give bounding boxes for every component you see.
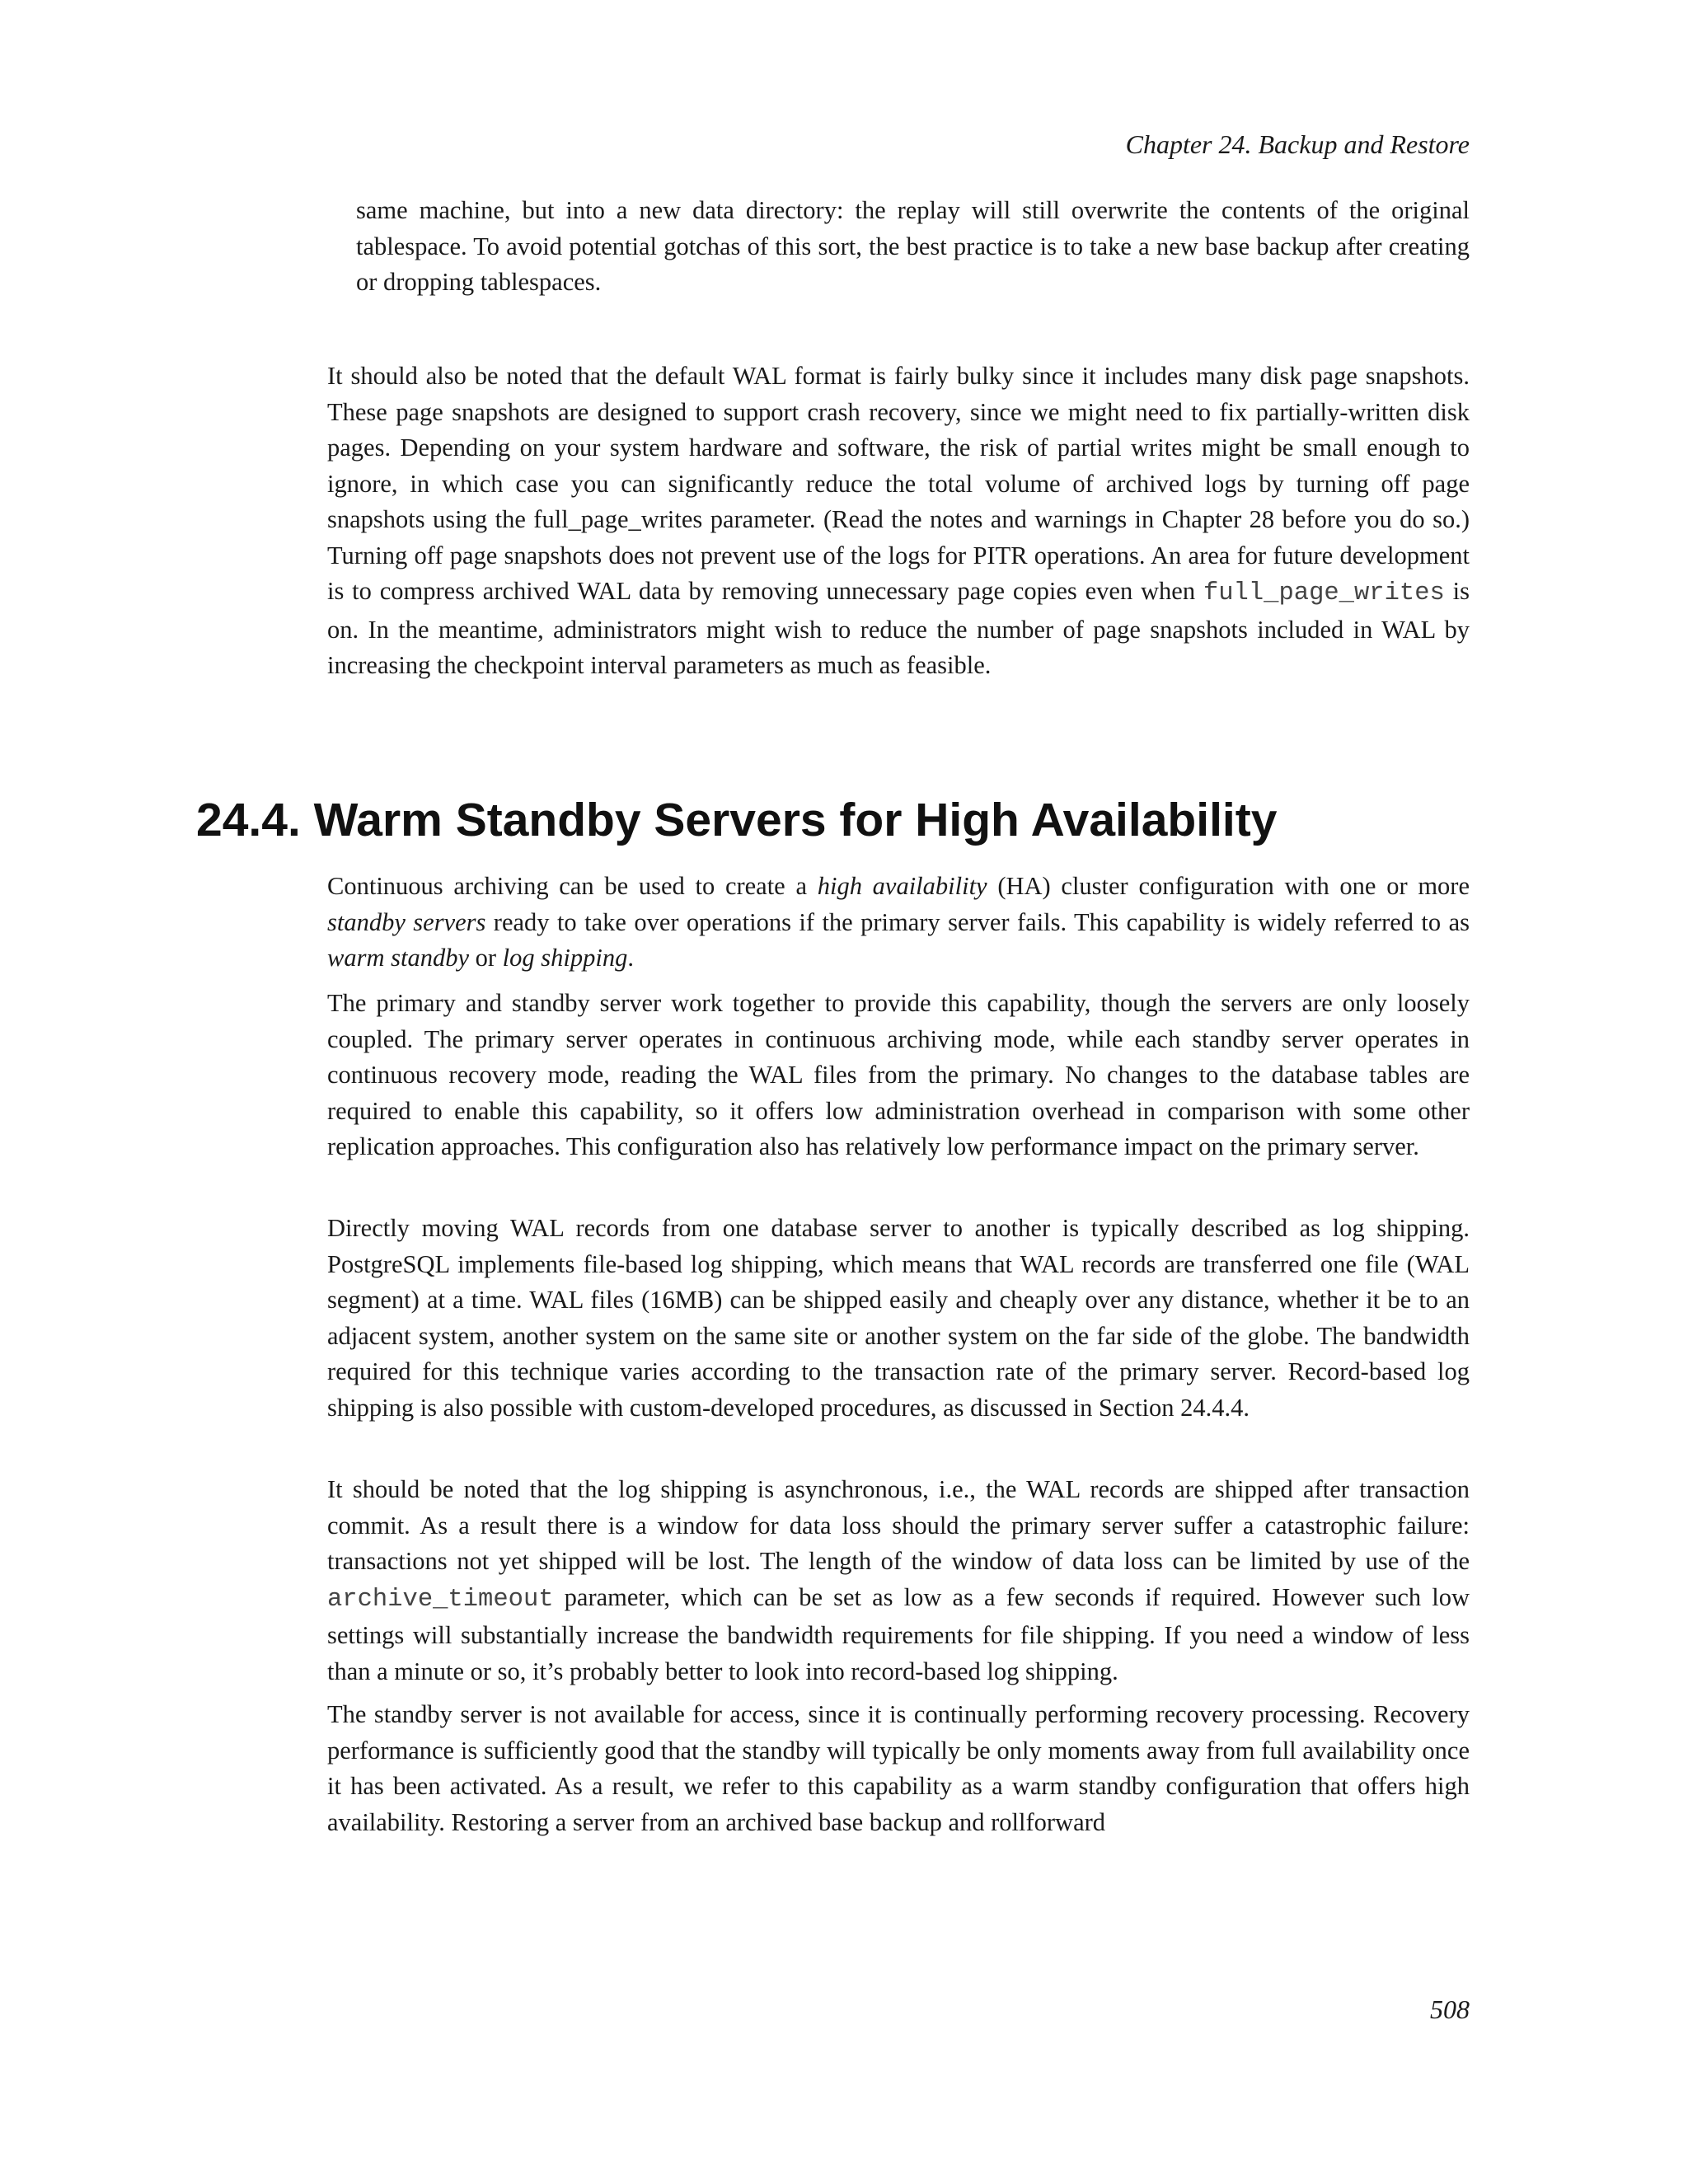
paragraph-text: ready to take over operations if the primary server fails. This capability is widely referred to as (485, 907, 1470, 936)
paragraph-text: (HA) cluster configuration with one or more (987, 872, 1470, 900)
paragraph-text: It should be noted that the log shipping is asynchronous, i.e., the WAL records are shipped after transaction commit. As a result there is a window for data loss should the primary server suffer a catastrophic failure: transactions not yet shipped will be lost. The length of the window of data loss can be limited by use of the (327, 1475, 1470, 1575)
paragraph-text: . (627, 944, 634, 972)
section-paragraph-4 (327, 1472, 1470, 1690)
inline-code-archive-timeout: archive_timeout (327, 1585, 554, 1614)
emphasis-term: log shipping (502, 944, 628, 972)
page-number: 508 (1430, 1994, 1470, 2024)
section-paragraph-2: The primary and standby server work together to provide this capability, though the servers are only loosely coupled. The primary server operates in continuous archiving mode, while each standby server operates in continuous recovery mode, reading the WAL files from the primary. No changes to the database tables are required to enable this capability, so it offers low administration overhead in comparison with some other replication approaches. This configuration also has relatively low performance impact on the primary server. (327, 989, 1470, 1160)
running-header: Chapter 24. Backup and Restore (1125, 129, 1470, 159)
paragraph-wal-format (327, 359, 1470, 684)
paragraph-text: parameter, which can be set as low as a few seconds if required. However such low settings will substantially increase the bandwidth requirements for file shipping. If you need a window of less than a minute or so, it’s probably better to look into record-based log shipping. (327, 1582, 1470, 1685)
section-paragraph-5: The standby server is not available for access, since it is continually performing recovery processing. Recovery performance is sufficiently good that the standby will typically be only moments away from full availability once it has been activated. As a result, we refer to this capability as a warm standby configuration that offers high availability. Restoring a server from an archived base backup and rollforward (327, 1700, 1470, 1836)
emphasis-term: high availability (817, 872, 987, 900)
paragraph-text: is on. In the meantime, administrators might wish to reduce the number of page snapshots included in WAL by increasing the checkpoint interval parameters as much as feasible. (327, 577, 1470, 679)
continuation-paragraph: same machine, but into a new data directory: the replay will still overwrite the contents of the original tablespace. To avoid potential gotchas of this sort, the best practice is to take a new base backup after creating or dropping tablespaces. (356, 196, 1470, 296)
section-paragraph-3: Directly moving WAL records from one database server to another is typically described as log shipping. PostgreSQL implements file-based log shipping, which means that WAL records are transferred one file (WAL segment) at a time. WAL files (16MB) can be shipped easily and cheaply over any distance, whether it be to an adjacent system, another system on the same site or another system on the far side of the globe. The bandwidth required for this technique varies according to the transaction rate of the primary server. Record-based log shipping is also possible with custom-developed procedures, as discussed in Section 24.4.4. (327, 1214, 1470, 1422)
inline-code-full-page-writes: full_page_writes (1203, 579, 1445, 607)
paragraph-text: Continuous archiving can be used to create a (327, 872, 818, 900)
emphasis-term: warm standby (327, 944, 469, 972)
emphasis-term: standby servers (327, 907, 486, 936)
section-heading: 24.4. Warm Standby Servers for High Availability (196, 794, 1278, 846)
section-paragraph-1 (327, 869, 1470, 977)
paragraph-text: or (469, 944, 503, 972)
paragraph-text: It should also be noted that the default WAL format is fairly bulky since it includes many disk page snapshots. These page snapshots are designed to support crash recovery, since we might need to fix partially-written disk pages. Depending on your system hardware and software, the risk of partial writes might be small enough to ignore, in which case you can significantly reduce the total volume of archived logs by turning off page snapshots using the full_page_writes parameter. (Read the notes and warnings in Chapter 28 before you do so.) Turning off page snapshots does not prevent use of the logs for PITR operations. An area for future development is to compress archived WAL data by removing unnecessary page copies even when (327, 362, 1470, 605)
